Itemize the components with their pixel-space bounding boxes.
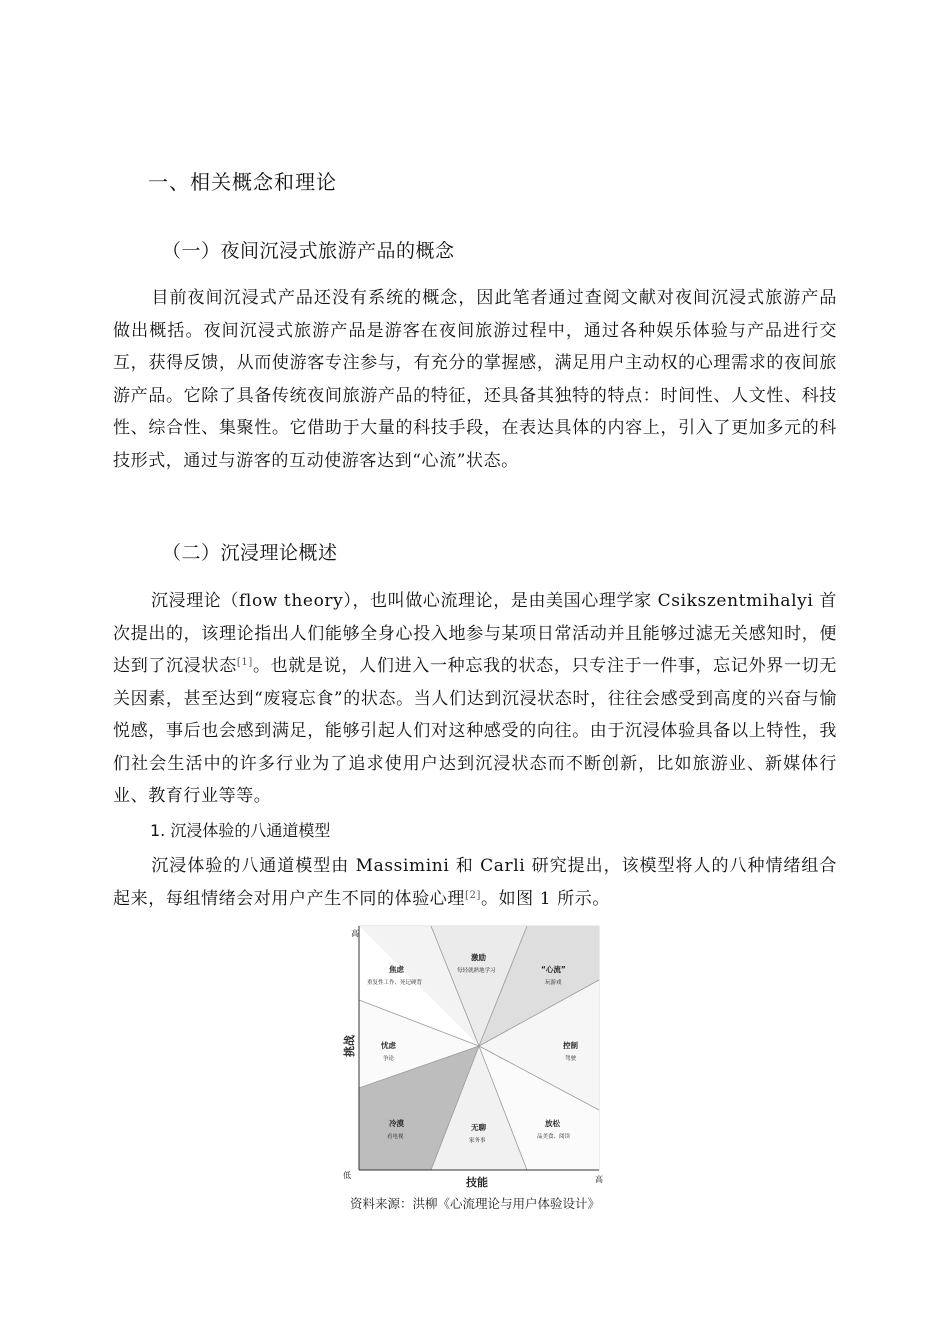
region-worry-example: 争论 xyxy=(383,1056,395,1062)
x-axis-label: 技能 xyxy=(466,1176,488,1188)
region-arousal-example: 每轻就熟地学习 xyxy=(457,968,496,974)
eight-channel-model-figure xyxy=(331,920,657,1188)
region-relaxation-example: 品美食、阅读 xyxy=(537,1134,571,1140)
figure-caption: 资料来源：洪柳《心流理论与用户体验设计》 xyxy=(349,1196,600,1211)
region-boredom-example: 家务事 xyxy=(469,1138,486,1144)
origin-low-label: 低 xyxy=(343,1171,351,1180)
section-title: 一、相关概念和理论 xyxy=(148,170,337,194)
citation-ref: [2] xyxy=(465,889,481,901)
region-apathy-example: 看电视 xyxy=(387,1134,404,1140)
y-high-label: 高 xyxy=(351,929,359,938)
region-boredom-name: 无聊 xyxy=(471,1123,486,1132)
paragraph-night-immersive-concept xyxy=(113,282,837,477)
region-apathy-name: 冷漠 xyxy=(389,1119,404,1128)
x-high-label: 高 xyxy=(595,1175,603,1184)
y-axis-label: 挑战 xyxy=(343,1035,356,1057)
paragraph-text: 目前夜间沉浸式产品还没有系统的概念，因此笔者通过查阅文献对夜间沉浸式旅游产品做出概括。夜间沉浸式旅游产品是游客在夜间旅游过程中，通过各种娱乐体验与产品进行交互，获得反馈，从而使游客专注参与，有充分的掌握感，满足用户主动权的心理需求的夜间旅游产品。它除了具备传统夜间旅游产品的特征，还具备其独特的特点：时间性、人文性、科技性、综合性、集聚性。它借助于大量的科技手段，在表达具体的内容上，引入了更加多元的科技形式，通过与游客的互动使游客达到“心流”状态。 xyxy=(113,288,837,471)
paragraph-text: 沉浸理论（flow theory），也叫做心流理论，是由美国心理学家 Csikszentmihalyi 首次提出的，该理论指出人们能够全身心投入地参与某项日常活动并且能够过滤无关感知时，便达到了沉浸状态 xyxy=(113,591,837,676)
region-control-name: 控制 xyxy=(563,1041,578,1050)
citation-ref: [1] xyxy=(236,657,253,668)
region-arousal-name: 激励 xyxy=(471,953,486,962)
region-flow-name: “心流” xyxy=(541,965,566,974)
region-anxiety-example: 重复性工作、死记硬背 xyxy=(367,980,423,986)
region-flow-example: 玩游戏 xyxy=(545,980,562,986)
paragraph-text: 。如图 1 所示。 xyxy=(480,888,610,909)
subsection-title-night-immersive: （一）夜间沉浸式旅游产品的概念 xyxy=(162,240,455,262)
paragraph-text: 。也就是说，人们进入一种忘我的状态，只专注于一件事，忘记外界一切无关因素，甚至达到“废寝忘食”的状态。当人们达到沉浸状态时，往往会感受到高度的兴奋与愉悦感，事后也会感到满足，能够引起人们对这种感受的向往。由于沉浸体验具备以上特性，我们社会生活中的许多行业为了追求使用户达到沉浸状态而不断创新，比如旅游业、新媒体行业、教育行业等等。 xyxy=(113,656,837,806)
subsubsection-title-eight-channel: 1. 沉浸体验的八通道模型 xyxy=(150,821,331,840)
region-control-example: 驾驶 xyxy=(565,1056,577,1062)
paragraph-eight-channel-model xyxy=(113,850,837,915)
region-worry-name: 忧虑 xyxy=(381,1041,396,1050)
paragraph-text: 沉浸体验的八通道模型由 Massimini 和 Carli 研究提出，该模型将人的八种情绪组合起来，每组情绪会对用户产生不同的体验心理 xyxy=(113,856,837,909)
paragraph-flow-theory xyxy=(113,585,837,813)
region-anxiety-name: 焦虑 xyxy=(389,965,404,974)
region-relaxation-name: 放松 xyxy=(545,1119,560,1128)
subsection-title-flow-theory: （二）沉浸理论概述 xyxy=(162,542,338,564)
